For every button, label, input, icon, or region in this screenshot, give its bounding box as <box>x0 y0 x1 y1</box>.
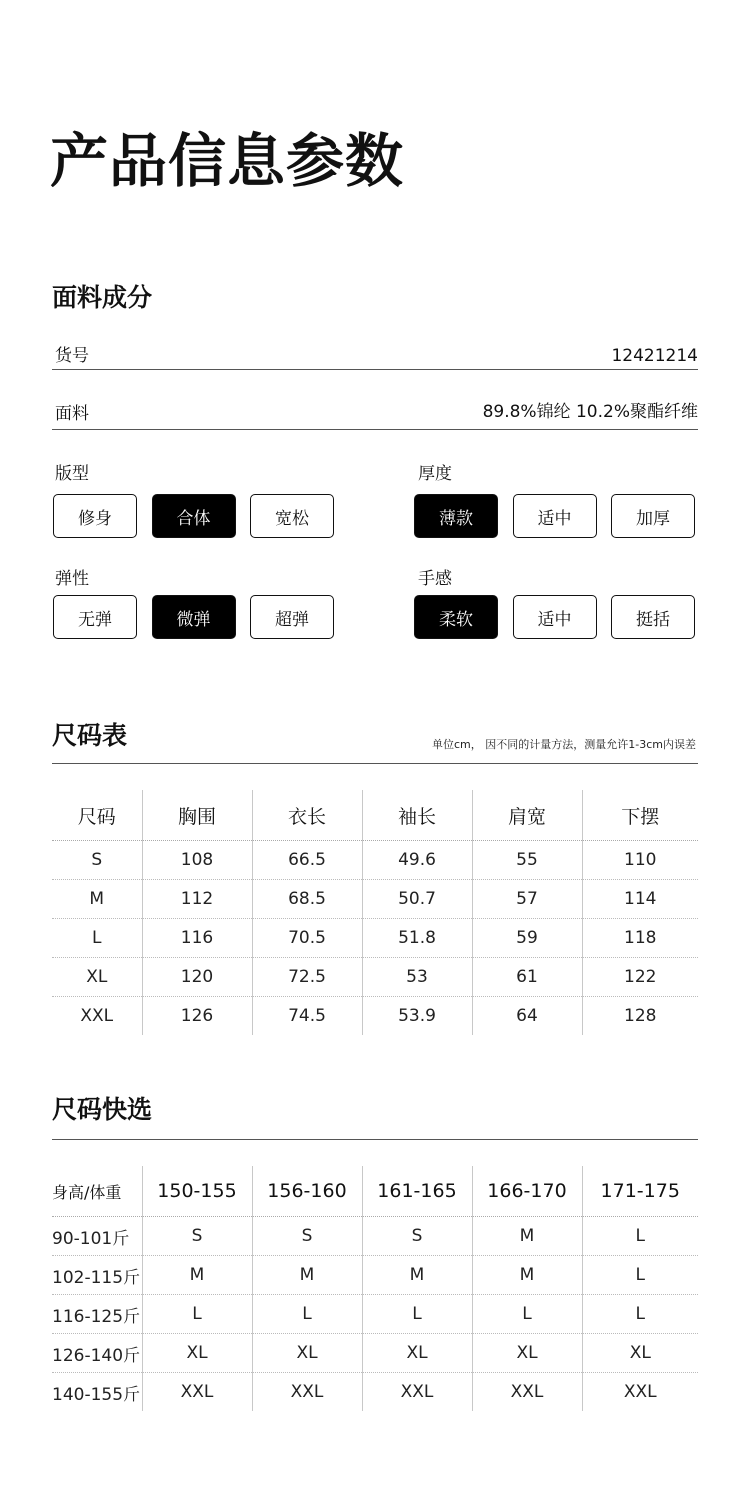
table-cell: S <box>52 841 142 880</box>
table-cell: 114 <box>582 880 698 919</box>
table-cell: 64 <box>472 997 582 1036</box>
table-cell: 128 <box>582 997 698 1036</box>
table-row <box>52 1256 698 1295</box>
table-cell: 66.5 <box>252 841 362 880</box>
column-header: 身高/体重 <box>52 1166 142 1217</box>
column-header: 袖长 <box>362 790 472 841</box>
column-header: 150-155 <box>142 1166 252 1217</box>
table-cell: XXL <box>362 1373 472 1412</box>
table-cell: L <box>582 1295 698 1334</box>
thickness-option[interactable]: 加厚 <box>611 494 695 538</box>
material-label: 面料 <box>55 404 89 424</box>
table-cell: 72.5 <box>252 958 362 997</box>
table-cell: 140-155斤 <box>52 1384 141 1405</box>
table-row <box>52 997 698 1036</box>
table-cell: XXL <box>80 1006 114 1026</box>
table-cell: 110 <box>582 841 698 880</box>
table-cell: 74.5 <box>252 997 362 1036</box>
table-cell: 118 <box>582 919 698 958</box>
size-chart-heading: 尺码表 <box>52 721 128 750</box>
fabric-heading: 面料成分 <box>52 283 153 312</box>
table-cell: 55 <box>472 841 582 880</box>
column-header: 171-175 <box>582 1166 698 1217</box>
table-cell: M <box>472 1256 582 1295</box>
table-cell: XXL <box>582 1373 698 1412</box>
elasticity-label: 弹性 <box>55 569 89 589</box>
table-row <box>52 880 698 919</box>
table-cell: M <box>472 1217 582 1256</box>
elasticity-option[interactable]: 微弹 <box>152 595 236 639</box>
divider <box>52 1139 698 1140</box>
thickness-option[interactable]: 适中 <box>513 494 597 538</box>
item-no-label: 货号 <box>55 346 89 366</box>
table-cell: XL <box>582 1334 698 1373</box>
table-cell: XXL <box>142 1373 252 1412</box>
table-row <box>52 1295 698 1334</box>
table-row <box>52 841 698 880</box>
table-cell: 108 <box>142 841 252 880</box>
divider <box>52 429 698 430</box>
elasticity-option[interactable]: 无弹 <box>53 595 137 639</box>
divider <box>52 369 698 370</box>
table-cell: L <box>362 1295 472 1334</box>
material-value: 89.8%锦纶 10.2%聚酯纤维 <box>482 402 698 422</box>
table-cell: 116 <box>142 919 252 958</box>
table-cell: XL <box>52 958 142 997</box>
table-cell: L <box>472 1295 582 1334</box>
column-header: 肩宽 <box>472 790 582 841</box>
table-header-row <box>52 1166 698 1217</box>
table-cell: L <box>582 1256 698 1295</box>
fit-label: 版型 <box>55 464 89 484</box>
column-header: 尺码 <box>52 790 142 841</box>
table-cell: S <box>142 1217 252 1256</box>
table-cell: M <box>362 1256 472 1295</box>
table-cell: M <box>52 880 142 919</box>
table-cell: L <box>52 919 142 958</box>
measure-note: 单位cm， 因不同的计量方法，测量允许1-3cm内误差 <box>432 738 696 751</box>
table-row <box>52 1217 698 1256</box>
table-row <box>52 919 698 958</box>
feel-option[interactable]: 适中 <box>513 595 597 639</box>
table-cell: L <box>252 1295 362 1334</box>
table-header-row <box>52 790 698 841</box>
column-header: 166-170 <box>472 1166 582 1217</box>
table-cell: 102-115斤 <box>52 1256 142 1295</box>
table-cell: 70.5 <box>252 919 362 958</box>
table-cell: 59 <box>472 919 582 958</box>
table-cell: 120 <box>142 958 252 997</box>
table-cell: 116-125斤 <box>52 1295 142 1334</box>
thickness-option[interactable]: 薄款 <box>414 494 498 538</box>
table-cell: XL <box>142 1334 252 1373</box>
table-cell: L <box>142 1295 252 1334</box>
table-cell: S <box>252 1217 362 1256</box>
table-cell: 122 <box>582 958 698 997</box>
feel-option[interactable]: 柔软 <box>414 595 498 639</box>
table-cell: XL <box>472 1334 582 1373</box>
table-cell: 50.7 <box>362 880 472 919</box>
table-cell: 51.8 <box>362 919 472 958</box>
divider <box>52 763 698 764</box>
fit-option[interactable]: 宽松 <box>250 494 334 538</box>
fit-option[interactable]: 修身 <box>53 494 137 538</box>
table-row <box>52 1373 698 1412</box>
thickness-label: 厚度 <box>418 464 452 484</box>
size-chart-table <box>52 790 698 1035</box>
page-title: 产品信息参数 <box>50 127 405 195</box>
column-header: 衣长 <box>252 790 362 841</box>
item-no-value: 12421214 <box>611 346 698 366</box>
table-row <box>52 1334 698 1373</box>
table-cell: M <box>142 1256 252 1295</box>
table-cell: XXL <box>472 1373 582 1412</box>
table-cell: 68.5 <box>252 880 362 919</box>
feel-option[interactable]: 挺括 <box>611 595 695 639</box>
table-cell: 112 <box>142 880 252 919</box>
table-cell: XXL <box>252 1373 362 1412</box>
column-header: 胸围 <box>142 790 252 841</box>
fit-option[interactable]: 合体 <box>152 494 236 538</box>
table-cell: M <box>252 1256 362 1295</box>
feel-label: 手感 <box>418 569 452 589</box>
column-header: 156-160 <box>252 1166 362 1217</box>
table-cell: 57 <box>472 880 582 919</box>
table-cell: 49.6 <box>362 841 472 880</box>
table-cell: 126-140斤 <box>52 1334 142 1373</box>
table-cell: 90-101斤 <box>52 1217 142 1256</box>
table-cell: XL <box>252 1334 362 1373</box>
quick-size-table <box>52 1166 698 1411</box>
elasticity-option[interactable]: 超弹 <box>250 595 334 639</box>
table-row <box>52 958 698 997</box>
quick-size-heading: 尺码快选 <box>52 1095 153 1124</box>
table-cell: 53 <box>362 958 472 997</box>
column-header: 下摆 <box>582 790 698 841</box>
table-cell: 53.9 <box>362 997 472 1036</box>
table-cell: S <box>362 1217 472 1256</box>
table-cell: XL <box>362 1334 472 1373</box>
column-header: 161-165 <box>362 1166 472 1217</box>
table-cell: 126 <box>142 997 252 1036</box>
table-cell: L <box>582 1217 698 1256</box>
table-cell: 61 <box>472 958 582 997</box>
